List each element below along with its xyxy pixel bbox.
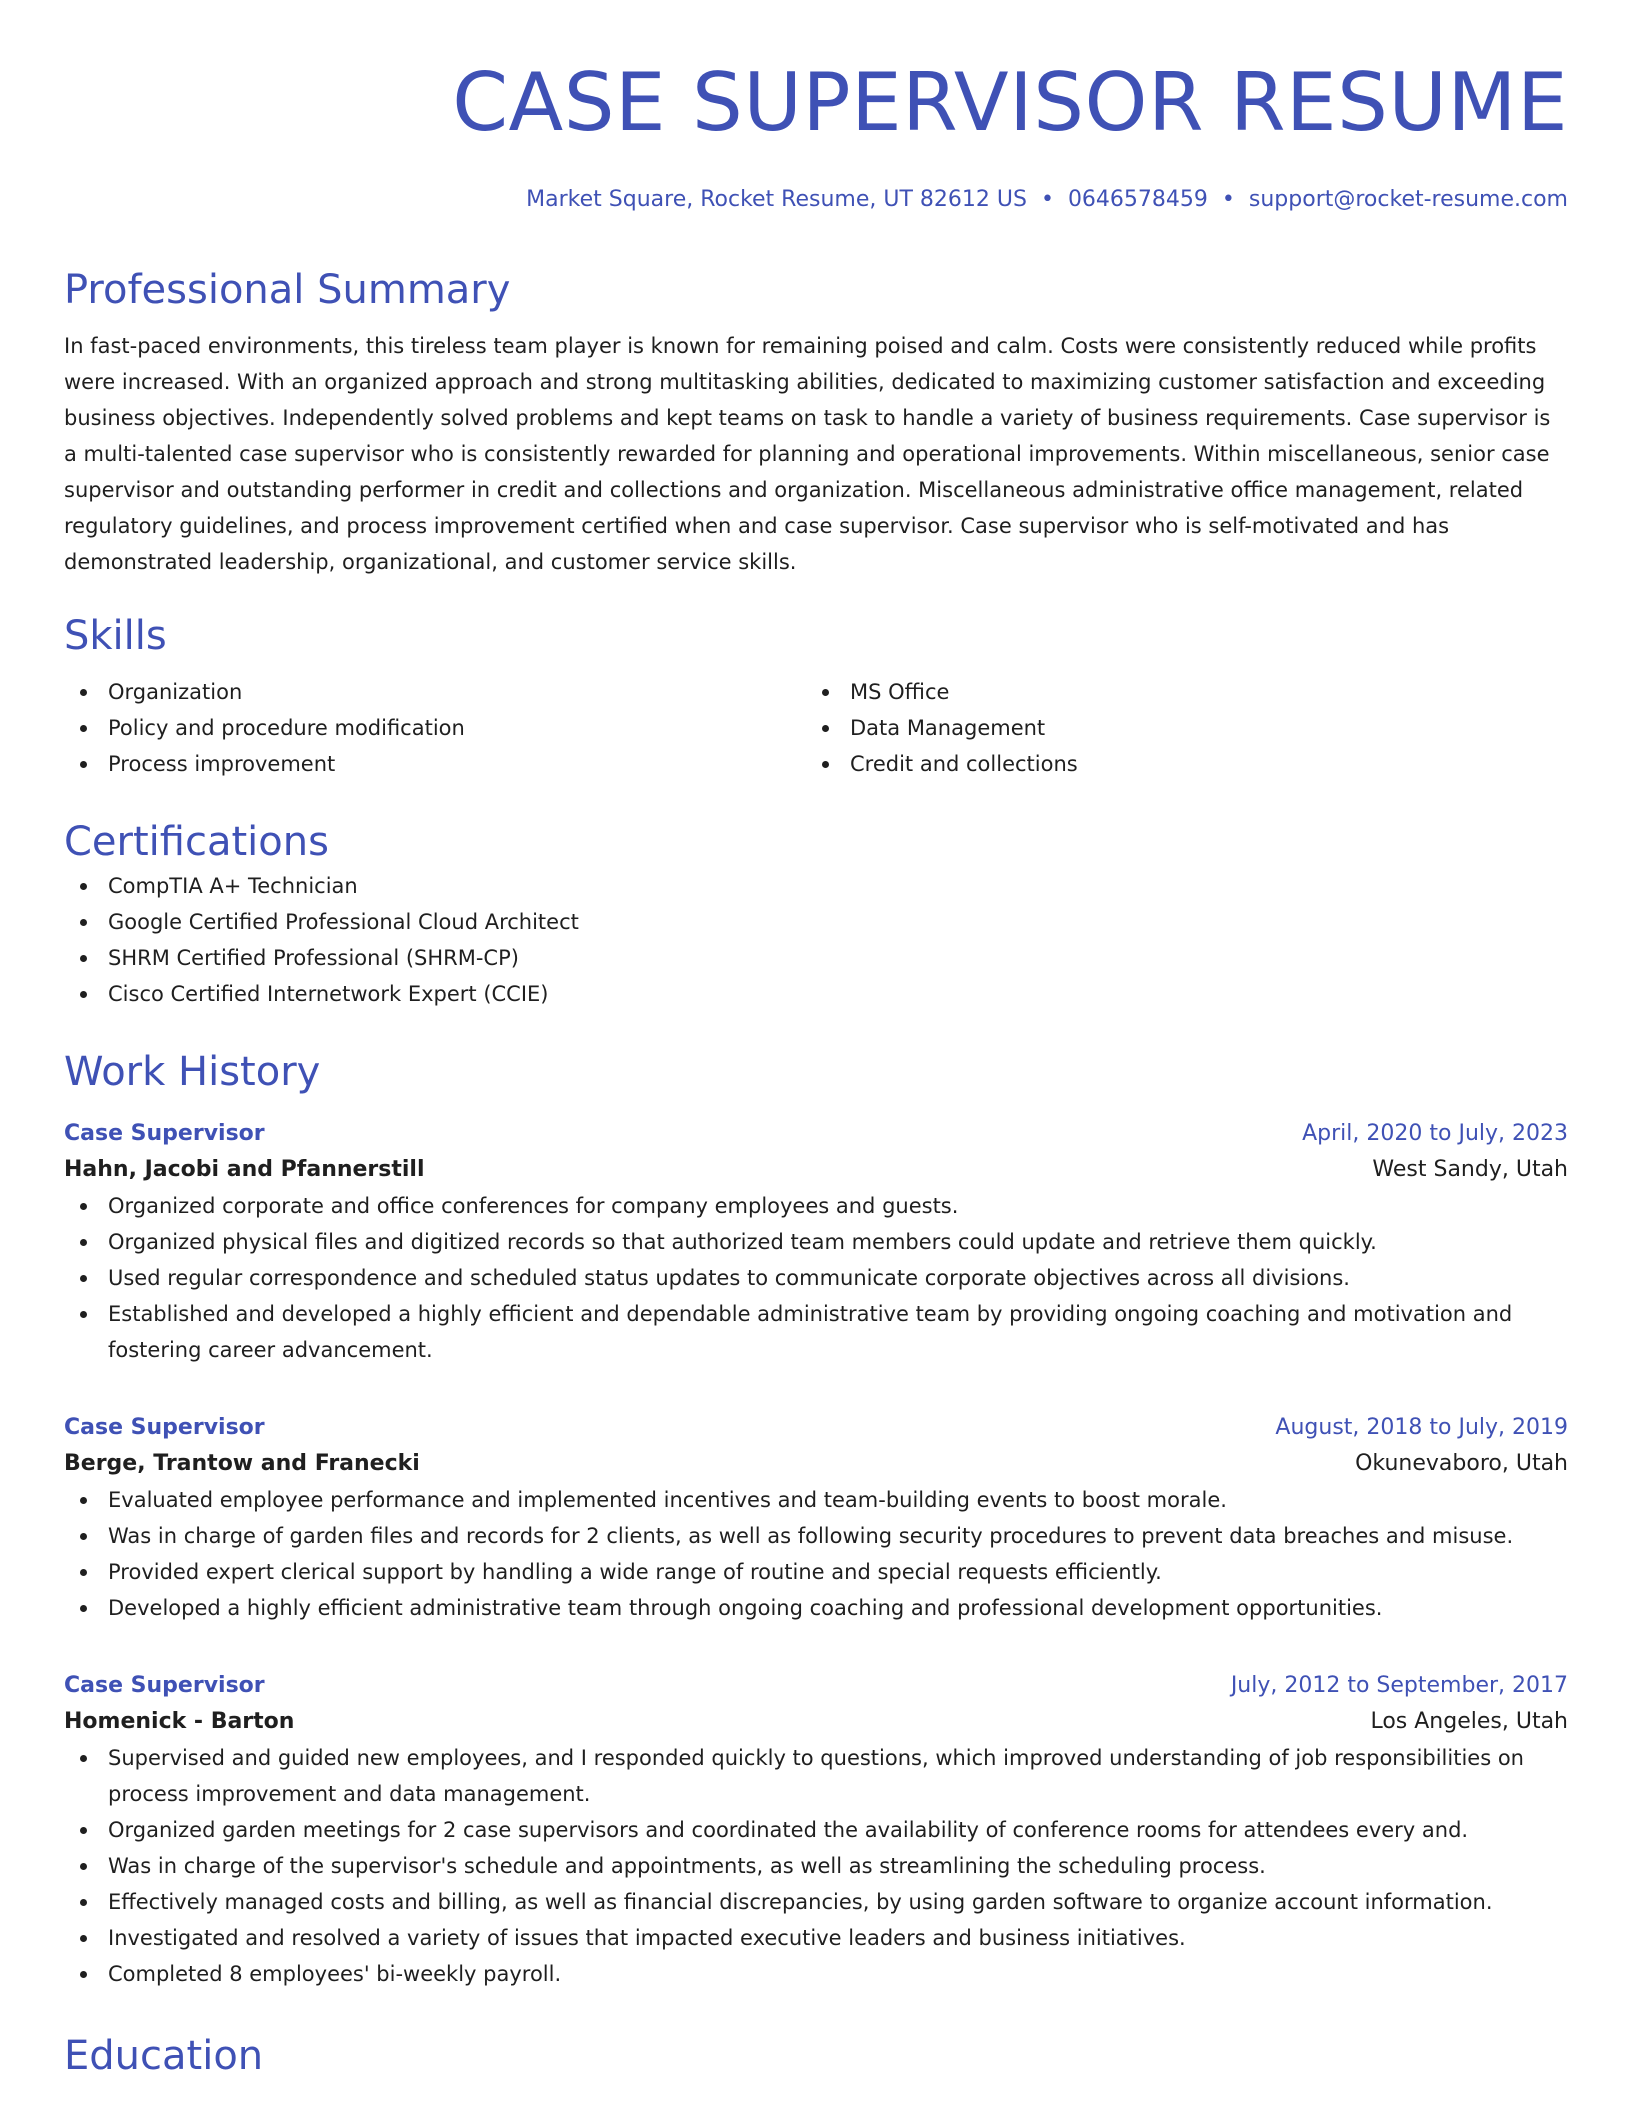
skills-column-left	[64, 674, 806, 782]
job-title: Case Supervisor	[64, 1121, 265, 1146]
skills-grid	[64, 674, 1568, 782]
job-title: Case Supervisor	[64, 1415, 265, 1440]
job-duties-list	[64, 1188, 1568, 1368]
certification-item: Google Certified Professional Cloud Architect	[64, 904, 1568, 940]
job-duty-item: Organized garden meetings for 2 case supervisors and coordinated the availability of conference rooms for attendees every and.	[64, 1812, 1568, 1848]
job-duty-item: Provided expert clerical support by handling a wide range of routine and special requests efficiently.	[64, 1554, 1568, 1590]
job-title-row	[64, 1668, 1568, 1704]
job-company: Berge, Trantow and Franecki	[64, 1451, 420, 1476]
resume-title: CASE SUPERVISOR RESUME	[452, 56, 1568, 149]
job-duty-item: Effectively managed costs and billing, as well as financial discrepancies, by using garden software to organize account information.	[64, 1884, 1568, 1920]
contact-email[interactable]: support@rocket-resume.com	[1248, 187, 1568, 212]
job-duty-item: Organized corporate and office conferences for company employees and guests.	[64, 1188, 1568, 1224]
job-location: Okunevaboro, Utah	[1355, 1451, 1568, 1476]
skill-item: MS Office	[806, 674, 1548, 710]
job-duty-item: Completed 8 employees' bi-weekly payroll.	[64, 1956, 1568, 1992]
certification-item: SHRM Certified Professional (SHRM-CP)	[64, 940, 1568, 976]
certification-item: CompTIA A+ Technician	[64, 868, 1568, 904]
skill-item: Process improvement	[64, 746, 806, 782]
job-duty-item: Supervised and guided new employees, and I responded quickly to questions, which improved understanding of job responsibilities on process improvement and data management.	[64, 1740, 1568, 1812]
skills-list-right	[806, 674, 1548, 782]
section-heading-certifications: Certifications	[64, 819, 329, 865]
job-duty-item: Was in charge of the supervisor's schedule and appointments, as well as streamlining the scheduling process.	[64, 1848, 1568, 1884]
skills-list-left	[64, 674, 806, 782]
job-duties-list	[64, 1740, 1568, 1992]
education-section	[64, 2030, 1568, 2082]
resume-page	[64, 0, 1568, 2082]
skills-section	[64, 610, 1568, 782]
job-location: Los Angeles, Utah	[1370, 1709, 1568, 1734]
section-heading-skills: Skills	[64, 613, 167, 659]
job-duty-item: Investigated and resolved a variety of issues that impacted executive leaders and business initiatives.	[64, 1920, 1568, 1956]
certification-item: Cisco Certified Internetwork Expert (CCIE)	[64, 976, 1568, 1012]
skill-item: Policy and procedure modification	[64, 710, 806, 746]
skill-item: Data Management	[806, 710, 1548, 746]
job-duty-item: Used regular correspondence and scheduled status updates to communicate corporate objectives across all divisions.	[64, 1260, 1568, 1296]
job-duty-item: Established and developed a highly efficient and dependable administrative team by providing ongoing coaching and motivation and fostering career advancement.	[64, 1296, 1568, 1368]
skill-item: Credit and collections	[806, 746, 1548, 782]
job-entry	[64, 1116, 1568, 1368]
section-heading-summary: Professional Summary	[64, 267, 511, 313]
section-heading-work-history: Work History	[64, 1049, 321, 1095]
contact-info	[64, 184, 1568, 216]
job-duty-item: Evaluated employee performance and implemented incentives and team-building events to boost morale.	[64, 1482, 1568, 1518]
work-history-section	[64, 1046, 1568, 1992]
certifications-list	[64, 868, 1568, 1012]
job-dates: July, 2012 to September, 2017	[1230, 1673, 1568, 1698]
contact-address: Market Square, Rocket Resume, UT 82612 US	[526, 187, 1027, 212]
contact-separator: •	[1221, 187, 1235, 212]
job-duty-item: Developed a highly efficient administrative team through ongoing coaching and professional development opportunities.	[64, 1590, 1568, 1626]
summary-text: In fast-paced environments, this tireless team player is known for remaining poised and calm. Costs were consistently reduced while profits were increased. With an organized approach and strong multitasking abilities, dedicated to maximizing customer satisfaction and exceeding business objectives. Independently solved problems and kept teams on task to handle a variety of business requirements. Case supervisor is a multi-talented case supervisor who is consistently rewarded for planning and operational improvements. Within miscellaneous, senior case supervisor and outstanding performer in credit and collections and organization. Miscellaneous administrative office management, related regulatory guidelines, and process improvement certified when and case supervisor. Case supervisor who is self-motivated and has demonstrated leadership, organizational, and customer service skills.	[64, 334, 1551, 574]
contact-separator: •	[1040, 187, 1054, 212]
job-duty-item: Organized physical files and digitized records so that authorized team members could update and retrieve them quickly.	[64, 1224, 1568, 1260]
job-company: Homenick - Barton	[64, 1709, 295, 1734]
job-duties-list	[64, 1482, 1568, 1626]
job-duty-item: Was in charge of garden files and records for 2 clients, as well as following security procedures to prevent data breaches and misuse.	[64, 1518, 1568, 1554]
job-company: Hahn, Jacobi and Pfannerstill	[64, 1157, 425, 1182]
job-entry	[64, 1410, 1568, 1626]
job-dates: August, 2018 to July, 2019	[1275, 1415, 1568, 1440]
job-company-row	[64, 1704, 1568, 1740]
job-company-row	[64, 1152, 1568, 1188]
job-title-row	[64, 1116, 1568, 1152]
job-title: Case Supervisor	[64, 1673, 265, 1698]
skills-column-right	[806, 674, 1548, 782]
skill-item: Organization	[64, 674, 806, 710]
job-dates: April, 2020 to July, 2023	[1302, 1121, 1568, 1146]
certifications-section	[64, 816, 1568, 1012]
professional-summary-section	[64, 264, 1568, 580]
section-heading-education: Education	[64, 2033, 264, 2079]
contact-phone: 0646578459	[1067, 187, 1208, 212]
job-entry	[64, 1668, 1568, 1992]
job-location: West Sandy, Utah	[1372, 1157, 1568, 1182]
job-company-row	[64, 1446, 1568, 1482]
job-title-row	[64, 1410, 1568, 1446]
